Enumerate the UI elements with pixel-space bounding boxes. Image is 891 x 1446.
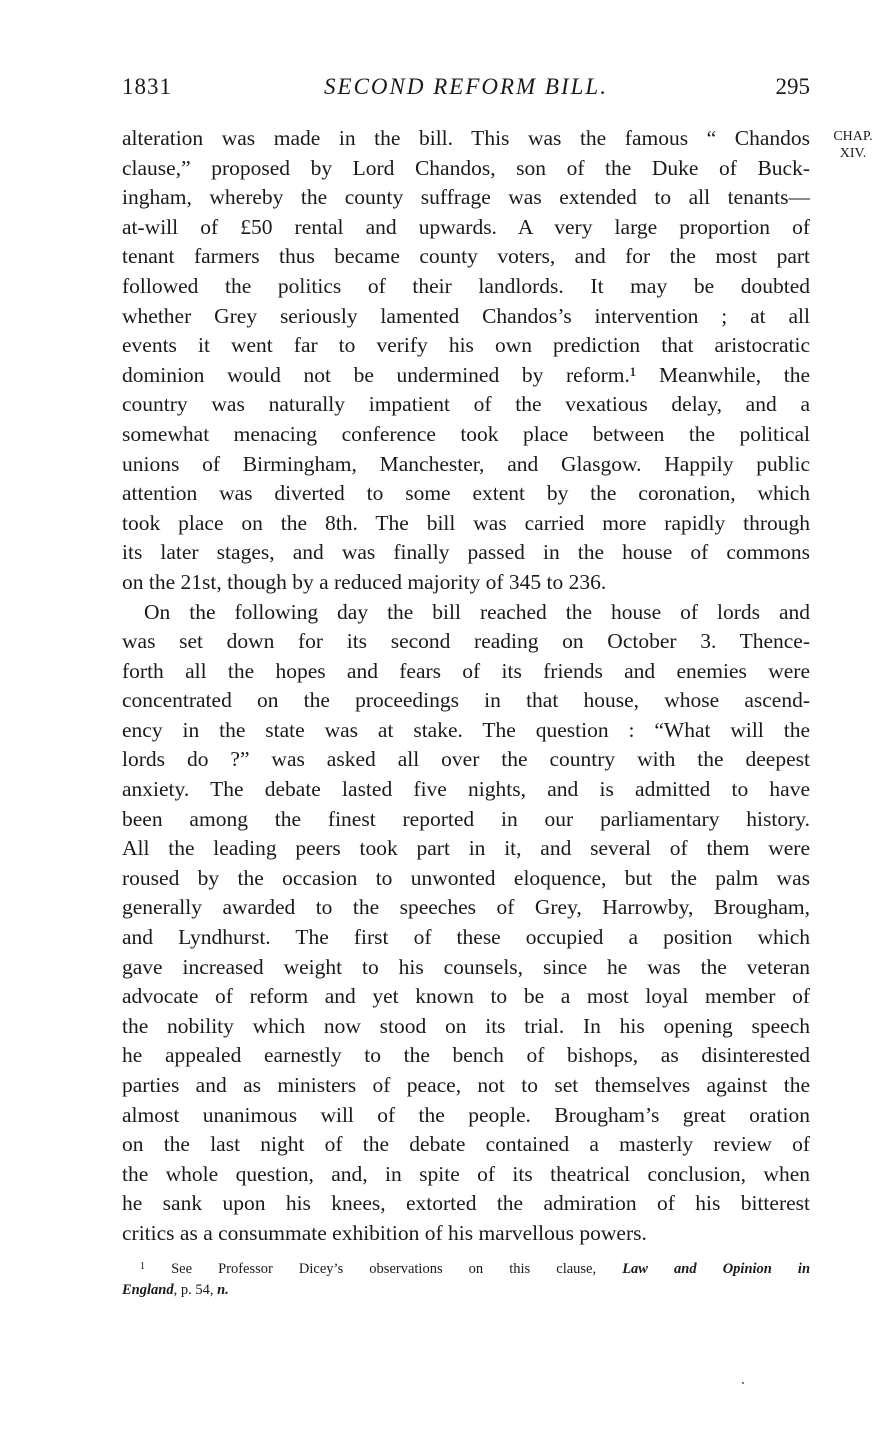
text-line: tenant farmers thus became county voters, and for the most part xyxy=(122,244,810,269)
text-line: dominion would not be undermined by reform.¹ Meanwhile, the xyxy=(122,362,810,387)
text-line: All the leading peers took part in it, and several of them were xyxy=(122,836,810,861)
text-line: on the 21st, though by a reduced majority of 345 to 236. xyxy=(122,569,607,594)
text-line: concentrated on the proceedings in that house, whose ascend- xyxy=(122,688,810,713)
footnote-marker: 1 xyxy=(140,1261,145,1272)
footnote-line xyxy=(122,1256,810,1280)
text-line: the nobility which now stood on its trial. In his opening speech xyxy=(122,1013,810,1038)
text-line: attention was diverted to some extent by the coronation, which xyxy=(122,481,810,506)
text-line: its later stages, and was finally passed in the house of commons xyxy=(122,540,810,565)
text-line: forth all the hopes and fears of its friends and enemies were xyxy=(122,658,810,683)
page-number: 295 xyxy=(775,74,810,99)
text-line: parties and as ministers of peace, not to set themselves against the xyxy=(122,1073,810,1097)
footnote xyxy=(122,1256,810,1301)
footnote-note-abbrev: n. xyxy=(217,1282,229,1298)
text-line: country was naturally impatient of the vexatious delay, and a xyxy=(122,392,810,417)
text-line: was set down for its second reading on October 3. Thence- xyxy=(122,629,810,654)
chapter-margin-note xyxy=(818,128,888,162)
text-line: and Lyndhurst. The first of these occupied a position which xyxy=(122,925,810,950)
running-header xyxy=(122,74,810,108)
text-line: anxiety. The debate lasted five nights, and is admitted to have xyxy=(122,777,810,802)
text-line: almost unanimous will of the people. Brougham’s great oration xyxy=(122,1102,810,1127)
text-line: clause,” proposed by Lord Chandos, son of the Duke of Buck- xyxy=(122,155,810,180)
text-line: generally awarded to the speeches of Grey, Harrowby, Brougham, xyxy=(122,895,810,920)
text-line: ingham, whereby the county suffrage was extended to all tenants— xyxy=(122,185,810,210)
footnote-book-title: Law and Opinion in xyxy=(622,1261,811,1277)
paper-speck xyxy=(742,1382,744,1384)
footnote-book-title-end: England xyxy=(122,1282,174,1298)
body-text xyxy=(122,124,810,1249)
text-line: somewhat menacing conference took place between the political xyxy=(122,421,810,446)
text-line: unions of Birmingham, Manchester, and Glasgow. Happily public xyxy=(122,451,810,476)
text-line: On the following day the bill reached the house of lords and xyxy=(144,599,810,624)
chapter-label: CHAP. xyxy=(833,129,873,144)
chapter-number: XIV. xyxy=(839,146,867,161)
text-line: he appealed earnestly to the bench of bishops, as disinterested xyxy=(122,1043,810,1068)
text-line: he sank upon his knees, extorted the admiration of his bitterest xyxy=(122,1191,810,1216)
text-line: took place on the 8th. The bill was carried more rapidly through xyxy=(122,510,810,535)
text-line: events it went far to verify his own prediction that aristocratic xyxy=(122,333,810,358)
footnote-page-ref: , p. 54, xyxy=(173,1282,214,1298)
text-line: gave increased weight to his counsels, since he was the veteran xyxy=(122,954,810,979)
footnote-text: See Professor Dicey’s observations on this clause, xyxy=(171,1261,597,1277)
text-line: whether Grey seriously lamented Chandos’s intervention ; at all xyxy=(122,303,810,328)
text-line: alteration was made in the bill. This was the famous “ Chandos xyxy=(122,126,810,150)
header-year: 1831 xyxy=(122,74,172,99)
text-line: the whole question, and, in spite of its theatrical conclusion, when xyxy=(122,1161,810,1186)
text-line: ency in the state was at stake. The question : “What will the xyxy=(122,717,810,742)
text-line: roused by the occasion to unwonted eloquence, but the palm was xyxy=(122,865,810,890)
text-line: lords do ?” was asked all over the country with the deepest xyxy=(122,747,810,772)
text-line: at-will of £50 rental and upwards. A very large proportion of xyxy=(122,214,810,239)
text-line: been among the finest reported in our parliamentary history. xyxy=(122,806,810,831)
text-line: followed the politics of their landlords. It may be doubted xyxy=(122,273,810,298)
text-line: critics as a consummate exhibition of his marvellous powers. xyxy=(122,1220,647,1245)
text-line: advocate of reform and yet known to be a most loyal member of xyxy=(122,984,810,1009)
header-title: SECOND REFORM BILL. xyxy=(324,74,608,99)
text-line: on the last night of the debate contained a masterly review of xyxy=(122,1132,810,1157)
footnote-line xyxy=(122,1280,810,1301)
